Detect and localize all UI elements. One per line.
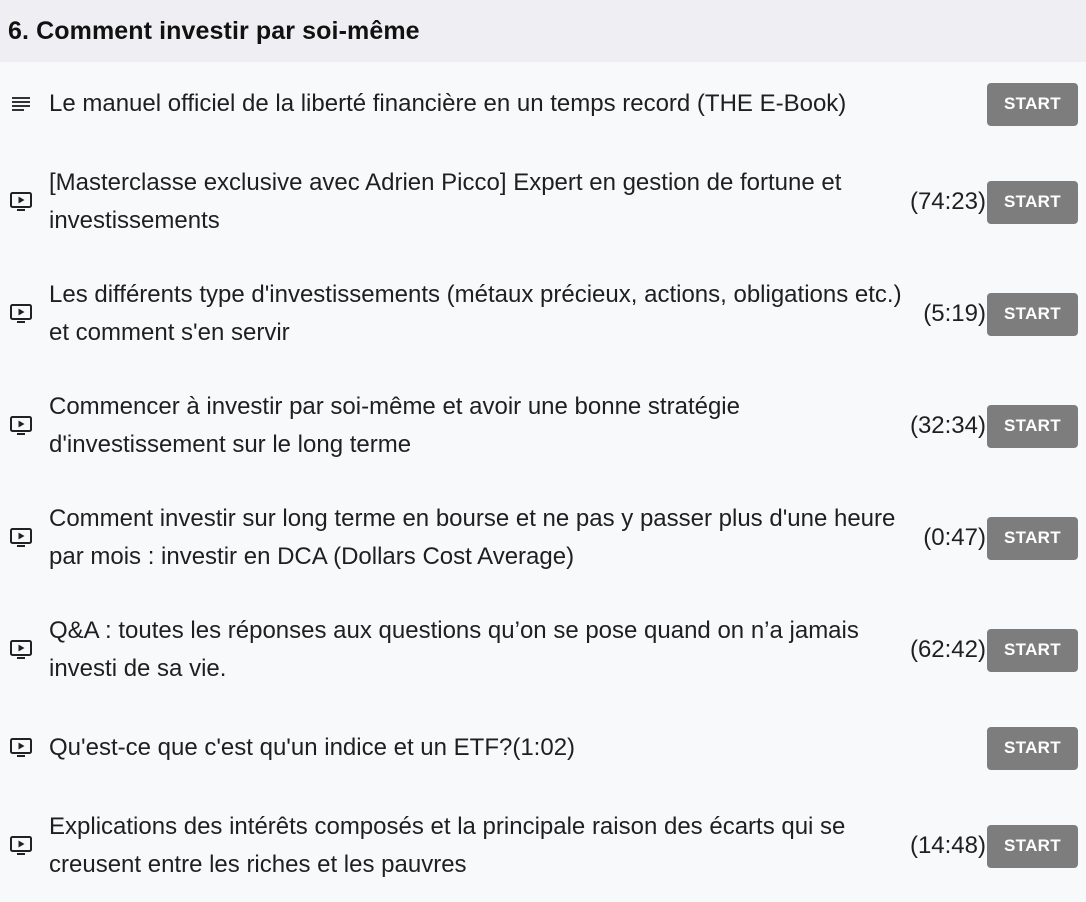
lecture-title: Qu'est-ce que c'est qu'un indice et un ETF?(1:02): [49, 734, 576, 761]
video-play-icon: [10, 527, 32, 549]
lecture-title: Q&A : toutes les réponses aux questions qu’on se pose quand on n’a jamais investi de sa vie.: [49, 617, 859, 682]
lecture-duration: (0:47): [923, 524, 986, 551]
start-button[interactable]: START: [987, 517, 1078, 560]
lecture-item[interactable]: [0, 146, 1086, 258]
lecture-title: Explications des intérêts composés et la principale raison des écarts qui se creusent entre les riches et les pauvres: [49, 813, 846, 878]
lecture-item[interactable]: [0, 790, 1086, 902]
lecture-item[interactable]: [0, 258, 1086, 370]
lecture-duration: (62:42): [909, 636, 986, 663]
start-button[interactable]: START: [987, 405, 1078, 448]
video-play-icon: [10, 835, 32, 857]
start-button[interactable]: START: [987, 825, 1078, 868]
start-button[interactable]: START: [987, 83, 1078, 126]
lecture-item[interactable]: [0, 594, 1086, 706]
lecture-duration: (14:48): [909, 832, 986, 859]
lecture-item[interactable]: [0, 482, 1086, 594]
lecture-item[interactable]: [0, 370, 1086, 482]
lecture-title: Commencer à investir par soi-même et avoir une bonne stratégie d'investissement sur le long terme: [49, 393, 740, 458]
text-lines-icon: [10, 93, 32, 115]
start-button[interactable]: START: [987, 293, 1078, 336]
lecture-item[interactable]: [0, 706, 1086, 790]
lecture-title: Comment investir sur long terme en bourse et ne pas y passer plus d'une heure par mois : investir en DCA (Dollars Cost Average): [49, 505, 896, 570]
section-header[interactable]: [0, 0, 1086, 62]
start-button[interactable]: START: [987, 181, 1078, 224]
lecture-item[interactable]: [0, 62, 1086, 146]
start-button[interactable]: START: [987, 629, 1078, 672]
video-play-icon: [10, 639, 32, 661]
video-play-icon: [10, 737, 32, 759]
lecture-title: [Masterclasse exclusive avec Adrien Picco] Expert en gestion de fortune et investissements: [49, 169, 842, 234]
lecture-duration: (5:19): [923, 300, 986, 327]
section-title: 6. Comment investir par soi-même: [8, 16, 420, 45]
lecture-title: Le manuel officiel de la liberté financière en un temps record (THE E-Book): [49, 90, 847, 117]
lecture-duration: (74:23): [909, 188, 986, 215]
video-play-icon: [10, 415, 32, 437]
lecture-list: [0, 62, 1086, 902]
lecture-title: Les différents type d'investissements (métaux précieux, actions, obligations etc.) et comment s'en servir: [49, 281, 902, 346]
start-button[interactable]: START: [987, 727, 1078, 770]
lecture-duration: (32:34): [909, 412, 986, 439]
video-play-icon: [10, 191, 32, 213]
video-play-icon: [10, 303, 32, 325]
